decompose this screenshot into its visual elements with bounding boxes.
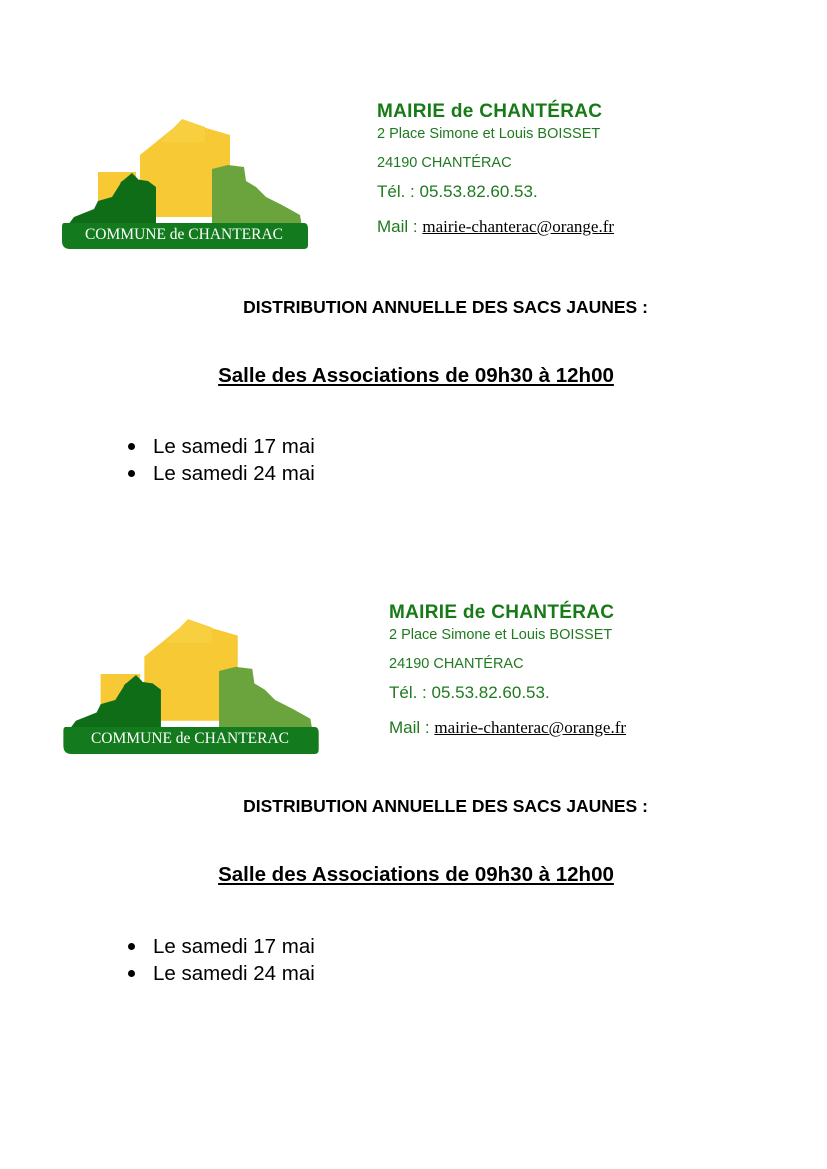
mail-label: Mail : <box>389 718 435 737</box>
mairie-title: MAIRIE de CHANTÉRAC <box>389 602 615 623</box>
date-text: Le samedi 24 mai <box>153 462 315 485</box>
bullet-icon <box>128 943 135 950</box>
mairie-phone: Tél. : 05.53.82.60.53. <box>377 182 538 201</box>
mail-link[interactable]: mairie-chanterac@orange.fr <box>422 217 615 236</box>
bullet-icon <box>128 970 135 977</box>
date-text: Le samedi 17 mai <box>153 435 315 458</box>
list-item <box>127 933 315 960</box>
dates-list <box>127 933 315 987</box>
mairie-title: MAIRIE de CHANTÉRAC <box>377 101 603 122</box>
distribution-heading: DISTRIBUTION ANNUELLE DES SACS JAUNES : <box>243 796 648 816</box>
mail-label: Mail : <box>377 217 423 236</box>
mairie-mail <box>389 718 626 738</box>
list-item <box>127 960 315 987</box>
mairie-address <box>389 602 626 738</box>
mairie-city: 24190 CHANTÉRAC <box>389 656 524 672</box>
date-text: Le samedi 17 mai <box>153 935 315 958</box>
date-text: Le samedi 24 mai <box>153 962 315 985</box>
mairie-street: 2 Place Simone et Louis BOISSET <box>389 627 613 643</box>
mairie-city: 24190 CHANTÉRAC <box>377 155 512 171</box>
mairie-street: 2 Place Simone et Louis BOISSET <box>377 126 601 142</box>
mairie-phone: Tél. : 05.53.82.60.53. <box>389 683 550 702</box>
commune-logo <box>61 617 319 754</box>
distribution-heading: DISTRIBUTION ANNUELLE DES SACS JAUNES : <box>243 297 648 317</box>
mail-link[interactable]: mairie-chanterac@orange.fr <box>434 718 627 737</box>
location-heading: Salle des Associations de 09h30 à 12h00 <box>218 863 614 886</box>
logo-text: COMMUNE de CHANTERAC <box>90 730 290 747</box>
logo-text: COMMUNE de CHANTERAC <box>84 226 284 243</box>
location-heading: Salle des Associations de 09h30 à 12h00 <box>218 364 614 387</box>
